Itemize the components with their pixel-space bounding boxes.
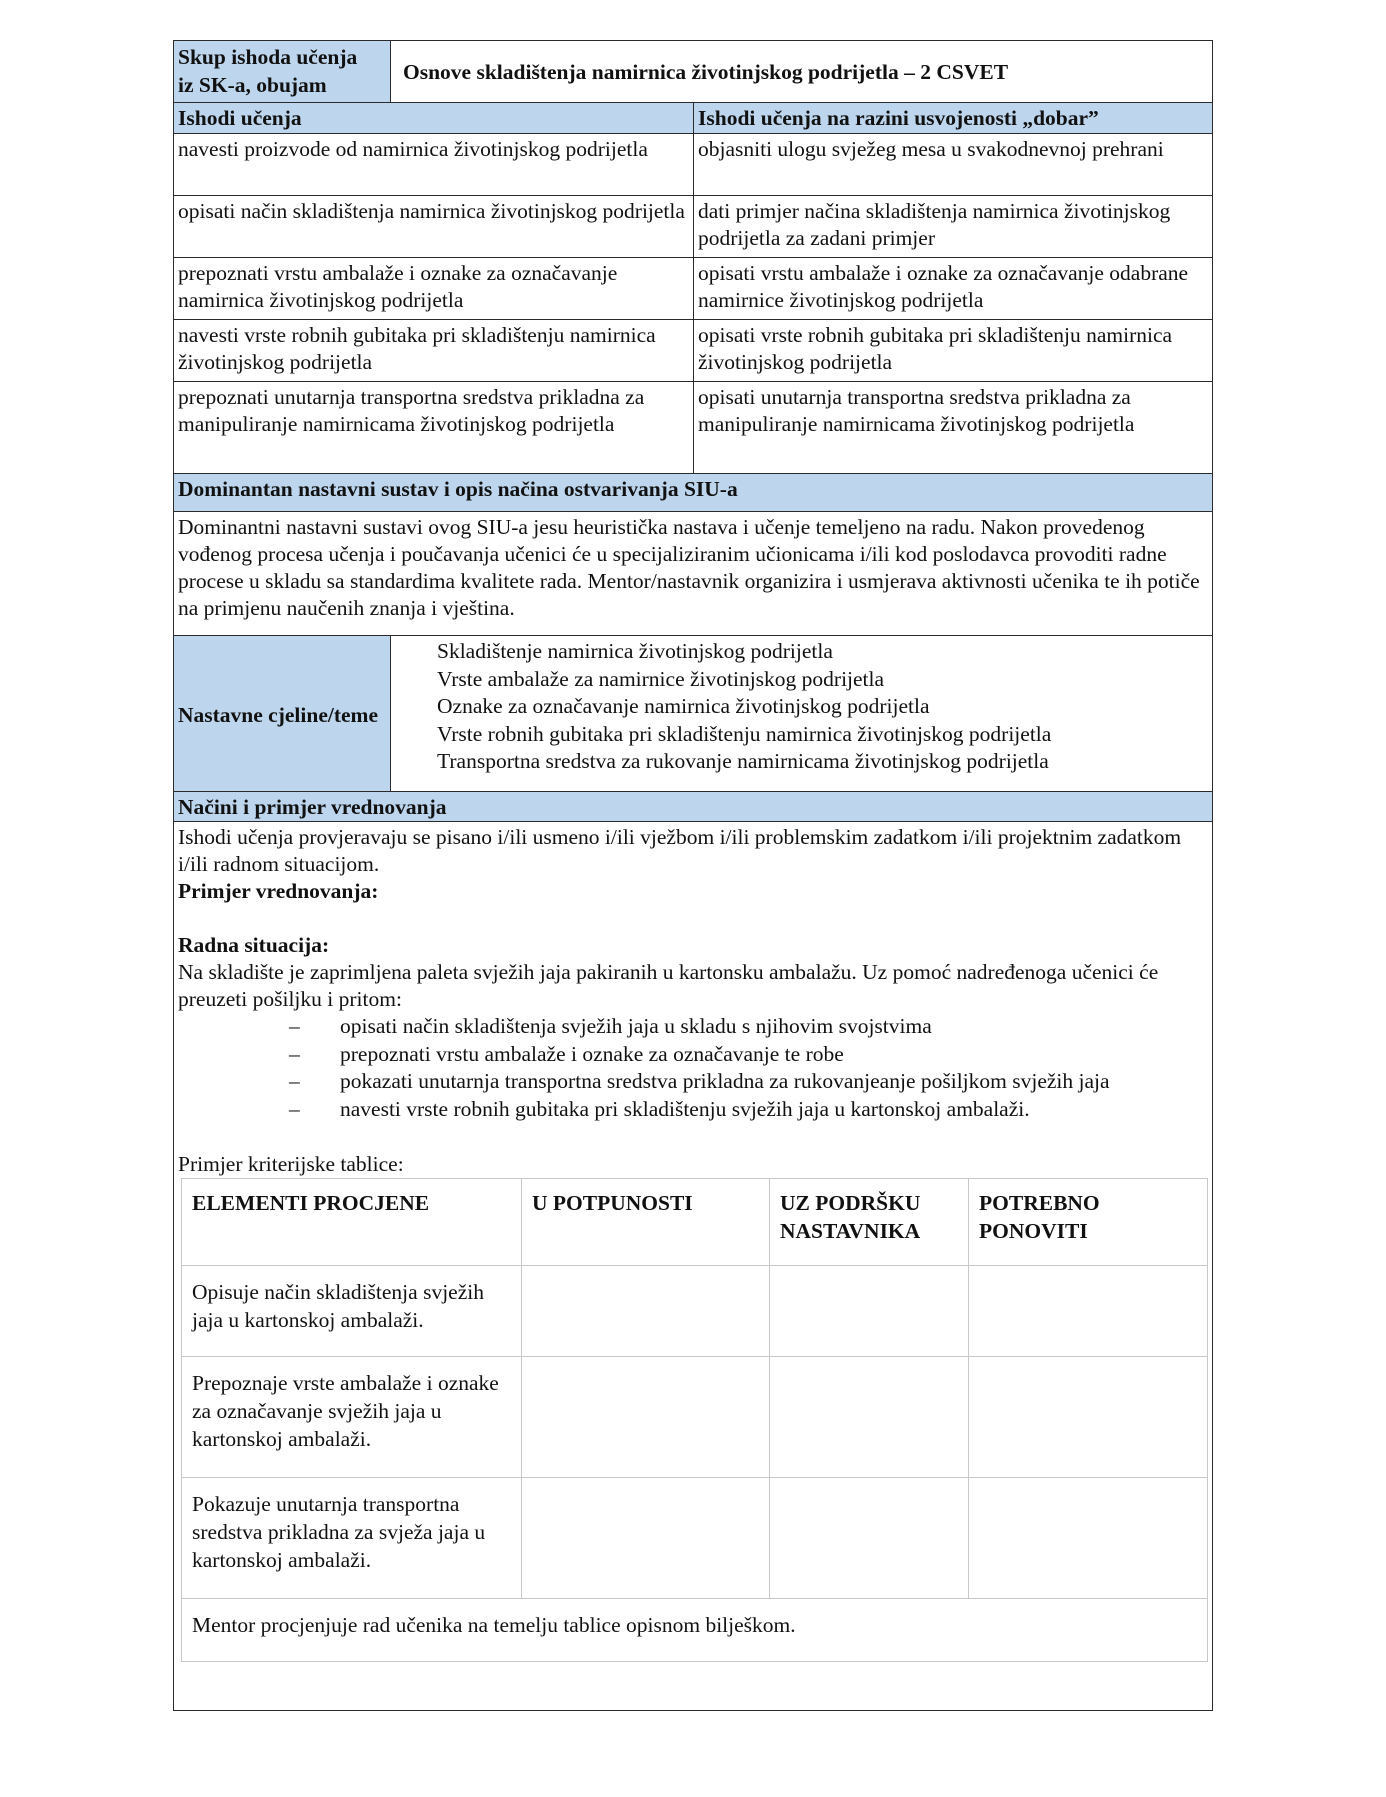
task-item — [178, 1068, 1206, 1096]
criteria-row — [182, 1266, 1208, 1357]
criteria-header: UZ PODRŠKU NASTAVNIKA — [770, 1179, 969, 1266]
outcomes-col-right-header: Ishodi učenja na razini usvojenosti „dobar” — [694, 103, 1213, 134]
task-item — [178, 1013, 1206, 1041]
outcome-row — [174, 258, 1213, 320]
siu-table — [173, 40, 1213, 1711]
situation-heading: Radna situacija: — [178, 933, 330, 957]
topic-item: Transportna sredstva za rukovanje namirnicama životinjskog podrijetla — [437, 749, 1049, 773]
title-label-line2: iz SK-a, obujam — [178, 73, 327, 97]
evaluation-heading: Načini i primjer vrednovanja — [174, 792, 1213, 822]
outcome-right: opisati vrstu ambalaže i oznake za označavanje odabrane namirnice životinjskog podrijetla — [694, 258, 1213, 320]
criteria-header: U POTPUNOSTI — [522, 1179, 770, 1266]
criteria-footer: Mentor procjenjuje rad učenika na temelju tablice opisnom bilješkom. — [182, 1599, 1208, 1662]
dash-bullet-icon: – — [289, 1069, 300, 1093]
criteria-row — [182, 1478, 1208, 1599]
criteria-cell-support[interactable] — [770, 1478, 969, 1599]
criteria-cell-full[interactable] — [522, 1266, 770, 1357]
outcome-row — [174, 320, 1213, 382]
outcome-left: prepoznati vrstu ambalaže i oznake za označavanje namirnica životinjskog podrijetla — [174, 258, 694, 320]
topics-label: Nastavne cjeline/teme — [174, 636, 391, 792]
task-text: opisati način skladištenja svježih jaja u skladu s njihovim svojstvima — [340, 1014, 932, 1038]
outcome-row — [174, 382, 1213, 474]
outcome-right: opisati unutarnja transportna sredstva prikladna za manipuliranje namirnicama životinjskog podrijetla — [694, 382, 1213, 474]
criteria-label: Primjer kriterijske tablice: — [178, 1152, 404, 1176]
criteria-cell-repeat[interactable] — [969, 1266, 1208, 1357]
criteria-header: POTREBNO PONOVITI — [969, 1179, 1208, 1266]
dash-bullet-icon: – — [289, 1041, 300, 1066]
task-item — [178, 1096, 1206, 1124]
teaching-system-text: Dominantni nastavni sustavi ovog SIU-a jesu heuristička nastava i učenje temeljeno na radu. Nakon provedenog vođenog procesa učenja i poučavanja učenici će u specijaliziranim učionicama i/ili kod poslodavca provoditi radne procese u skladu sa standardima kvalitete rada. Mentor/nastavnik organizira i usmjerava aktivnosti učenika te ih potiče na primjenu naučenih znanja i vještina. — [174, 512, 1213, 636]
siu-document — [173, 40, 1212, 1711]
dash-bullet-icon: – — [289, 1096, 300, 1121]
evaluation-cell — [174, 822, 1213, 1711]
topics-list — [391, 636, 1213, 792]
situation-text: Na skladište je zaprimljena paleta svježih jaja pakiranih u kartonsku ambalažu. Uz pomoć nadređenoga učenici će preuzeti pošiljku i pritom: — [178, 960, 1159, 1011]
criteria-cell-support[interactable] — [770, 1266, 969, 1357]
evaluation-header-row — [174, 792, 1213, 822]
title-label — [174, 41, 391, 103]
outcome-left: opisati način skladištenja namirnica životinjskog podrijetla — [174, 196, 694, 258]
spacer — [178, 905, 1206, 932]
criteria-header-row — [182, 1179, 1208, 1266]
criteria-header: ELEMENTI PROCJENE — [182, 1179, 522, 1266]
criteria-cell-repeat[interactable] — [969, 1357, 1208, 1478]
task-text: pokazati unutarnja transportna sredstva prikladna za rukovanjeanje pošiljkom svježih jaja — [340, 1069, 1110, 1093]
outcomes-header-row — [174, 103, 1213, 134]
teaching-system-row — [174, 512, 1213, 636]
title-label-line1: Skup ishoda učenja — [178, 45, 358, 69]
criteria-cell-repeat[interactable] — [969, 1478, 1208, 1599]
topic-item: Vrste ambalaže za namirnice životinjskog podrijetla — [437, 666, 885, 691]
topic-item: Vrste robnih gubitaka pri skladištenju namirnica životinjskog podrijetla — [437, 721, 1052, 746]
topic-item: Skladištenje namirnica životinjskog podrijetla — [437, 639, 833, 663]
task-list — [178, 1013, 1206, 1123]
outcome-right: opisati vrste robnih gubitaka pri skladištenju namirnica životinjskog podrijetla — [694, 320, 1213, 382]
criteria-cell-full[interactable] — [522, 1478, 770, 1599]
outcome-right: objasniti ulogu svježeg mesa u svakodnevnoj prehrani — [694, 134, 1213, 196]
teaching-system-heading: Dominantan nastavni sustav i opis načina ostvarivanja SIU-a — [174, 474, 1213, 512]
task-item — [178, 1041, 1206, 1069]
topic-item: Oznake za označavanje namirnica životinjskog podrijetla — [437, 694, 930, 718]
outcome-row — [174, 196, 1213, 258]
topics-row — [174, 636, 1213, 792]
task-text: navesti vrste robnih gubitaka pri skladištenju svježih jaja u kartonskoj ambalaži. — [340, 1096, 1030, 1121]
criteria-element: Pokazuje unutarnja transportna sredstva prikladna za svježa jaja u kartonskoj ambalaži. — [182, 1478, 522, 1599]
outcome-left: prepoznati unutarnja transportna sredstva prikladna za manipuliranje namirnicama životinjskog podrijetla — [174, 382, 694, 474]
evaluation-intro: Ishodi učenja provjeravaju se pisano i/ili usmeno i/ili vježbom i/ili problemskim zadatkom i/ili projektnim zadatkom i/ili radnom situacijom. — [178, 825, 1182, 876]
criteria-cell-support[interactable] — [770, 1357, 969, 1478]
outcomes-col-left-header: Ishodi učenja — [174, 103, 694, 134]
title-row — [174, 41, 1213, 103]
criteria-element: Opisuje način skladištenja svježih jaja u kartonskoj ambalaži. — [182, 1266, 522, 1357]
outcome-left: navesti proizvode od namirnica životinjskog podrijetla — [174, 134, 694, 196]
example-heading: Primjer vrednovanja: — [178, 879, 379, 903]
title-value: Osnove skladištenja namirnica životinjskog podrijetla – 2 CSVET — [391, 41, 1213, 103]
outcome-left: navesti vrste robnih gubitaka pri skladištenju namirnica životinjskog podrijetla — [174, 320, 694, 382]
teaching-system-header-row — [174, 474, 1213, 512]
outcome-row — [174, 134, 1213, 196]
criteria-row — [182, 1357, 1208, 1478]
evaluation-row — [174, 822, 1213, 1711]
dash-bullet-icon: – — [289, 1014, 300, 1038]
criteria-element: Prepoznaje vrste ambalaže i oznake za označavanje svježih jaja u kartonskoj ambalaži. — [182, 1357, 522, 1478]
task-text: prepoznati vrstu ambalaže i oznake za označavanje te robe — [340, 1041, 844, 1066]
outcome-right: dati primjer načina skladištenja namirnica životinjskog podrijetla za zadani primjer — [694, 196, 1213, 258]
criteria-table — [181, 1178, 1208, 1662]
criteria-cell-full[interactable] — [522, 1357, 770, 1478]
criteria-footer-row — [182, 1599, 1208, 1662]
